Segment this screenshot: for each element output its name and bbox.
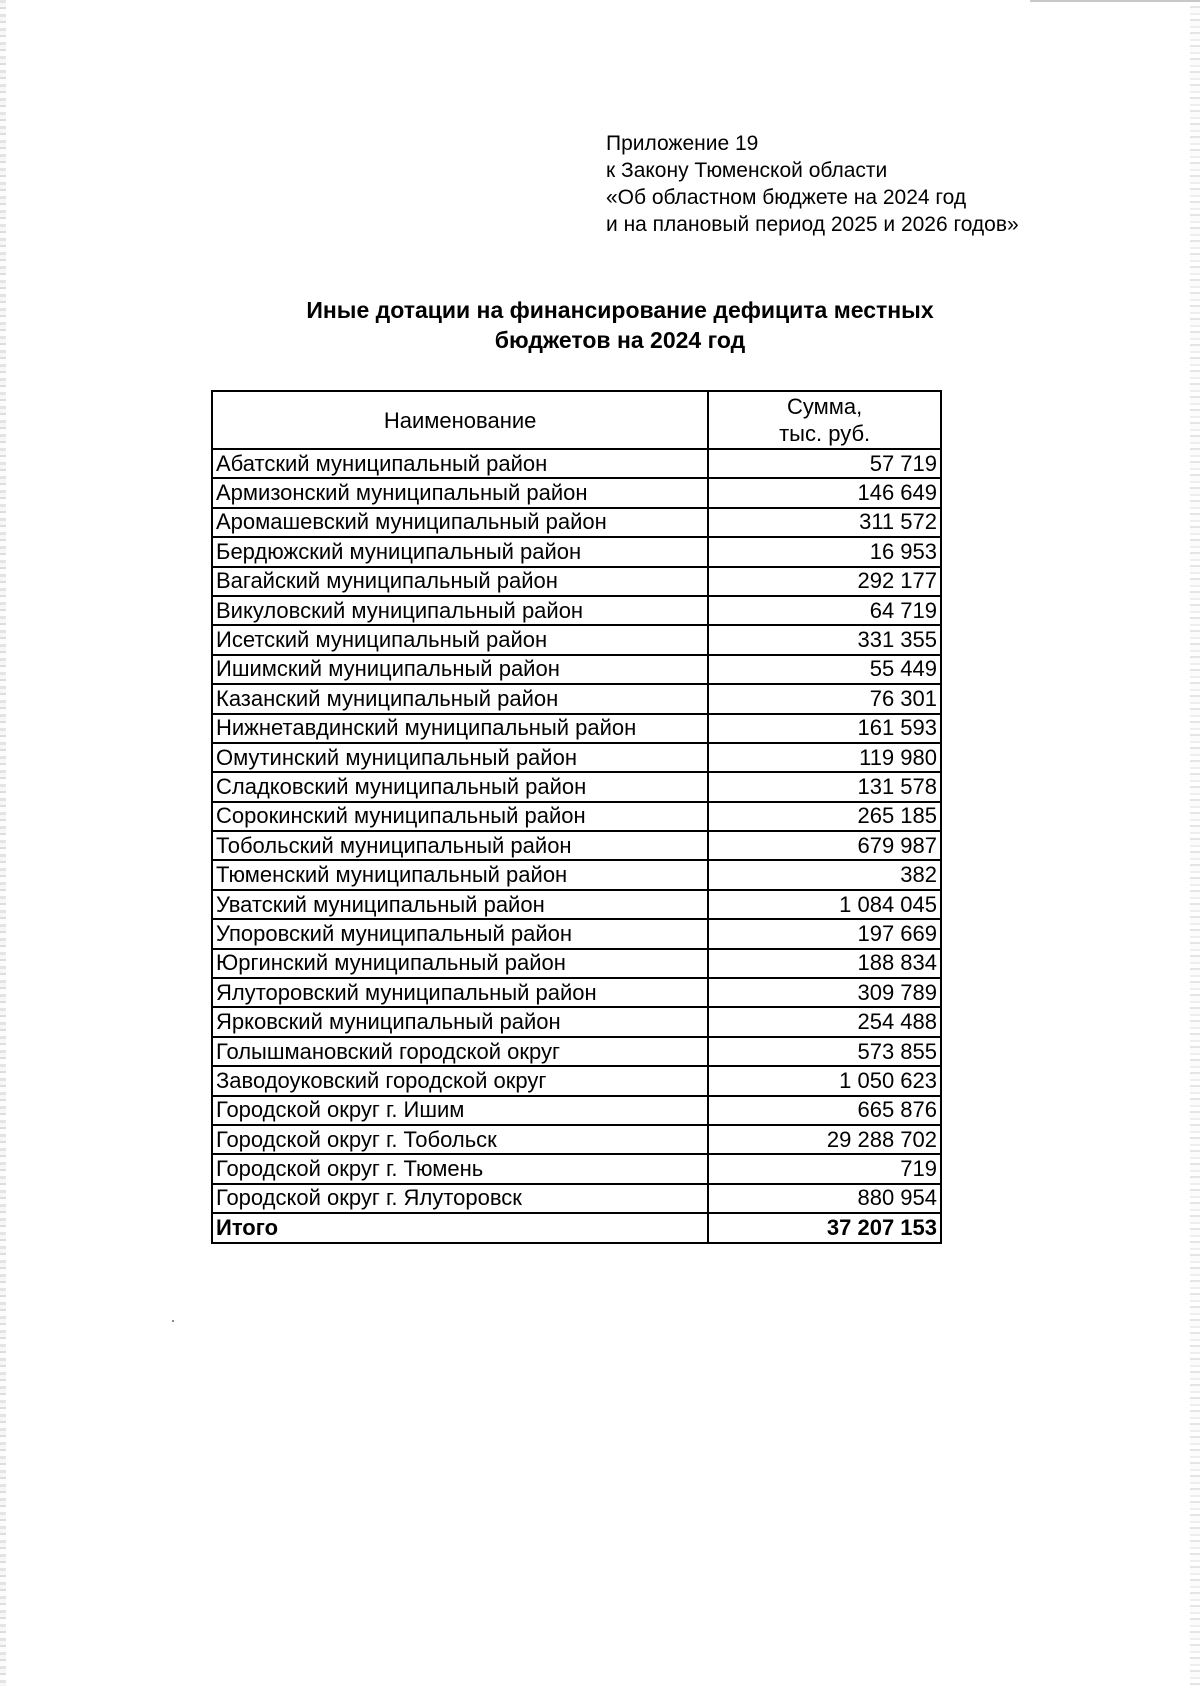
table-row: [212, 1125, 941, 1154]
table-row: [212, 449, 941, 478]
row-name: Ярковский муниципальный район: [212, 1007, 708, 1036]
scan-edge-right: [1190, 0, 1200, 1686]
row-name: Исетский муниципальный район: [212, 625, 708, 654]
table-row: [212, 1184, 941, 1213]
scan-top-line: [1030, 0, 1200, 2]
appendix-header-line-1: Приложение 19: [606, 132, 759, 155]
row-value: 146 649: [708, 478, 941, 507]
row-value: 161 593: [708, 714, 941, 743]
row-value: 292 177: [708, 567, 941, 596]
column-header-sum-line-2: тыс. руб.: [779, 421, 871, 446]
appendix-header-line-2: к Закону Тюменской области: [606, 159, 888, 182]
row-name: Сладковский муниципальный район: [212, 772, 708, 801]
row-value: 382: [708, 860, 941, 889]
appendix-header-line-4: и на плановый период 2025 и 2026 годов»: [606, 213, 1019, 236]
row-value: 265 185: [708, 802, 941, 831]
row-name: Тюменский муниципальный район: [212, 860, 708, 889]
row-name: Упоровский муниципальный район: [212, 919, 708, 948]
row-value: 311 572: [708, 508, 941, 537]
total-value: 37 207 153: [708, 1213, 941, 1242]
table-row: [212, 478, 941, 507]
row-value: 309 789: [708, 978, 941, 1007]
scan-edge-left: [0, 0, 6, 1686]
row-name: Омутинский муниципальный район: [212, 743, 708, 772]
row-name: Городской округ г. Ялуторовск: [212, 1184, 708, 1213]
row-name: Сорокинский муниципальный район: [212, 802, 708, 831]
row-name: Голышмановский городской округ: [212, 1037, 708, 1066]
row-name: Бердюжский муниципальный район: [212, 537, 708, 566]
row-value: 76 301: [708, 684, 941, 713]
row-name: Ишимский муниципальный район: [212, 655, 708, 684]
document-title-line-2: бюджетов на 2024 год: [494, 327, 746, 353]
row-name: Абатский муниципальный район: [212, 449, 708, 478]
table-row: [212, 1066, 941, 1095]
table-row: [212, 537, 941, 566]
row-name: Аромашевский муниципальный район: [212, 508, 708, 537]
table-row: [212, 919, 941, 948]
row-name: Городской округ г. Тобольск: [212, 1125, 708, 1154]
row-value: 119 980: [708, 743, 941, 772]
table-row: [212, 802, 941, 831]
scan-speck: [172, 1320, 174, 1322]
row-name: Юргинский муниципальный район: [212, 949, 708, 978]
table-row: [212, 860, 941, 889]
document-title: [210, 295, 1030, 355]
table-row: [212, 890, 941, 919]
row-name: Казанский муниципальный район: [212, 684, 708, 713]
row-name: Вагайский муниципальный район: [212, 567, 708, 596]
table-row: [212, 772, 941, 801]
table-row: [212, 655, 941, 684]
row-value: 573 855: [708, 1037, 941, 1066]
table-row: [212, 508, 941, 537]
row-name: Нижнетавдинский муниципальный район: [212, 714, 708, 743]
row-value: 254 488: [708, 1007, 941, 1036]
table-row: [212, 1096, 941, 1125]
row-value: 64 719: [708, 596, 941, 625]
row-value: 1 050 623: [708, 1066, 941, 1095]
row-name: Городской округ г. Тюмень: [212, 1154, 708, 1183]
row-name: Уватский муниципальный район: [212, 890, 708, 919]
column-header-name: Наименование: [212, 391, 708, 449]
row-value: 665 876: [708, 1096, 941, 1125]
appendix-header: [606, 130, 1019, 238]
table-row: [212, 1154, 941, 1183]
row-value: 331 355: [708, 625, 941, 654]
table-row: [212, 743, 941, 772]
row-value: 57 719: [708, 449, 941, 478]
table-row: [212, 978, 941, 1007]
row-value: 679 987: [708, 831, 941, 860]
row-name: Заводоуковский городской округ: [212, 1066, 708, 1095]
table-row: [212, 1007, 941, 1036]
column-header-sum: [708, 391, 941, 449]
table-row: [212, 831, 941, 860]
row-value: 197 669: [708, 919, 941, 948]
subsidies-table: [211, 390, 942, 1244]
row-value: 1 084 045: [708, 890, 941, 919]
table-row: [212, 714, 941, 743]
row-value: 719: [708, 1154, 941, 1183]
row-value: 188 834: [708, 949, 941, 978]
table-row: [212, 625, 941, 654]
table-row: [212, 949, 941, 978]
row-value: 880 954: [708, 1184, 941, 1213]
table-row: [212, 1037, 941, 1066]
row-name: Армизонский муниципальный район: [212, 478, 708, 507]
row-value: 16 953: [708, 537, 941, 566]
document-title-line-1: Иные дотации на финансирование дефицита местных: [306, 297, 934, 323]
total-label: Итого: [212, 1213, 708, 1242]
row-name: Ялуторовский муниципальный район: [212, 978, 708, 1007]
table-row: [212, 596, 941, 625]
table-row: [212, 567, 941, 596]
total-row: [212, 1213, 941, 1242]
row-name: Тобольский муниципальный район: [212, 831, 708, 860]
row-value: 55 449: [708, 655, 941, 684]
column-header-sum-line-1: Сумма,: [787, 394, 863, 419]
row-name: Городской округ г. Ишим: [212, 1096, 708, 1125]
row-value: 131 578: [708, 772, 941, 801]
row-name: Викуловский муниципальный район: [212, 596, 708, 625]
appendix-header-line-3: «Об областном бюджете на 2024 год: [606, 186, 967, 209]
table-body: [212, 449, 941, 1243]
row-value: 29 288 702: [708, 1125, 941, 1154]
table-header-row: [212, 391, 941, 449]
table-row: [212, 684, 941, 713]
